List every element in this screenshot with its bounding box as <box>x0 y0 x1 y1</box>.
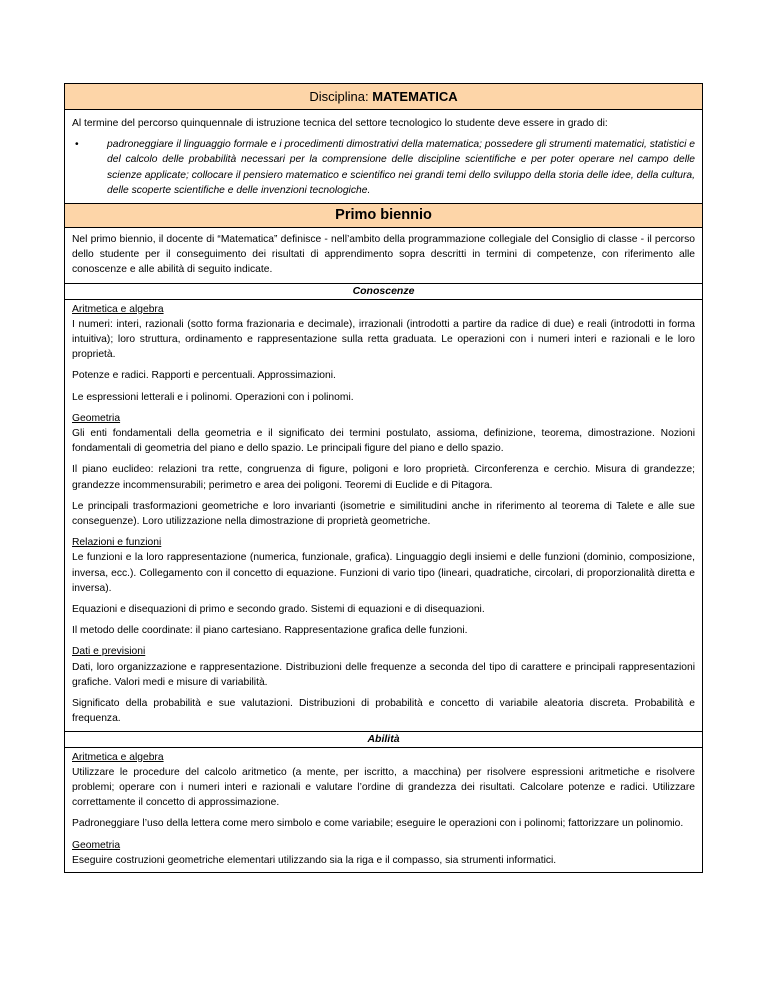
primo-biennio-intro-text: Nel primo biennio, il docente di “Matematica” definisce - nell’ambito della programmazione collegiale del Consiglio di classe - il percorso dello studente per il conseguimento dei risultati di apprendimento sopra descritti in termini di competenze, con riferimento alle conoscenze e alle abilità di seguito indicate. <box>72 234 695 276</box>
intro-section <box>65 110 702 204</box>
abilita-title: Abilità <box>65 732 702 748</box>
discipline-label: Disciplina: <box>309 89 373 104</box>
paragraph: I numeri: interi, razionali (sotto forma frazionaria e decimale), irrazionali (introdotti a partire da radice di due) e reali (introdotti in forma intuitiva); loro struttura, ordinamento e rappresentazione sulla retta graduata. Le operazioni con i numeri interi e razionali e le loro proprietà. <box>72 318 695 361</box>
section-header-primo-biennio <box>65 204 702 228</box>
conoscenze-geometria-heading: Geometria <box>72 412 121 424</box>
paragraph: Gli enti fondamentali della geometria e il significato dei termini postulato, assioma, definizione, teorema, dimostrazione. Nozioni fondamentali di geometria del piano e dello spazio. Le principali figure del piano e dello spazio. <box>72 428 695 455</box>
conoscenze-relazioni-heading: Relazioni e funzioni <box>72 537 162 549</box>
intro-bullet <box>72 137 695 198</box>
bullet-icon: • <box>75 139 79 151</box>
paragraph: Potenze e radici. Rapporti e percentuali. Approssimazioni. <box>72 370 336 382</box>
paragraph: Le principali trasformazioni geometriche e loro invarianti (isometrie e similitudini anche in riferimento al teorema di Talete e alle sue conseguenze). Loro utilizzazione nella dimostrazione di proprietà geometriche. <box>72 500 695 528</box>
section-title: Primo biennio <box>335 207 432 224</box>
abilita-geometria-heading: Geometria <box>72 839 121 851</box>
paragraph: Equazioni e disequazioni di primo e secondo grado. Sistemi di equazioni e di disequazioni. <box>72 604 485 616</box>
paragraph: Il piano euclideo: relazioni tra rette, congruenza di figure, poligoni e loro proprietà. Circonferenza e cerchio. Misura di grandezze; grandezze incommensurabili; perimetro e area dei poligoni. Teoremi di Euclide e di Pitagora. <box>72 464 695 491</box>
paragraph: Il metodo delle coordinate: il piano cartesiano. Rappresentazione grafica delle funzioni. <box>72 625 468 637</box>
paragraph: Eseguire costruzioni geometriche elementari utilizzando sia la riga e il compasso, sia strumenti informatici. <box>72 854 557 866</box>
paragraph: Le funzioni e la loro rappresentazione (numerica, funzionale, grafica). Linguaggio degli insiemi e delle funzioni (dominio, composizione, inversa, ecc.). Collegamento con il concetto di equazione. Funzioni di vario tipo (lineari, quadratiche, circolari, di proporzionalità diretta e inversa). <box>72 552 695 594</box>
paragraph: Significato della probabilità e sue valutazioni. Distribuzioni di probabilità e concetto di variabile aleatoria discreta. Probabilità e frequenza. <box>72 698 695 725</box>
paragraph: Utilizzare le procedure del calcolo aritmetico (a mente, per iscritto, a macchina) per risolvere espressioni aritmetiche e risolvere problemi; operare con i numeri interi e razionali e valutare l’ordine di grandezza dei risultati. Calcolare potenze e radici. Utilizzare correttamente il concetto di approssimazione. <box>72 766 695 809</box>
intro-bullet-text: padroneggiare il linguaggio formale e i procedimenti dimostrativi della matematica; possedere gli strumenti matematici, statistici e del calcolo delle probabilità necessari per la comprensione delle discipline scientifiche e per poter operare nel campo delle scienze applicate; collocare il pensiero matematico e scientifico nei grandi temi dello sviluppo della storia delle idee, della cultura, delle scoperte scientifiche e delle invenzioni tecnologiche. <box>107 139 695 196</box>
conoscenze-dati-heading: Dati e previsioni <box>72 646 146 658</box>
discipline-name: MATEMATICA <box>372 89 458 104</box>
intro-bullet-list <box>72 137 695 198</box>
paragraph: Dati, loro organizzazione e rappresentazione. Distribuzioni delle frequenze a seconda del tipo di carattere e principali rappresentazioni grafiche. Valori medi e misure di variabilità. <box>72 661 695 688</box>
paragraph: Padroneggiare l’uso della lettera come mero simbolo e come variabile; eseguire le operazioni con i polinomi; fattorizzare un polinomio. <box>72 818 684 830</box>
abilita-aritmetica-heading: Aritmetica e algebra <box>72 751 164 763</box>
conoscenze-aritmetica-heading: Aritmetica e algebra <box>72 303 164 315</box>
curriculum-table <box>64 83 703 873</box>
discipline-header <box>65 84 702 110</box>
primo-biennio-intro <box>65 228 702 284</box>
abilita-section <box>65 732 702 872</box>
conoscenze-body <box>65 300 702 731</box>
abilita-body <box>65 748 702 872</box>
intro-text: Al termine del percorso quinquennale di istruzione tecnica del settore tecnologico lo studente deve essere in grado di: <box>72 118 608 129</box>
conoscenze-section <box>65 284 702 732</box>
conoscenze-title: Conoscenze <box>65 284 702 300</box>
paragraph: Le espressioni letterali e i polinomi. Operazioni con i polinomi. <box>72 391 354 403</box>
